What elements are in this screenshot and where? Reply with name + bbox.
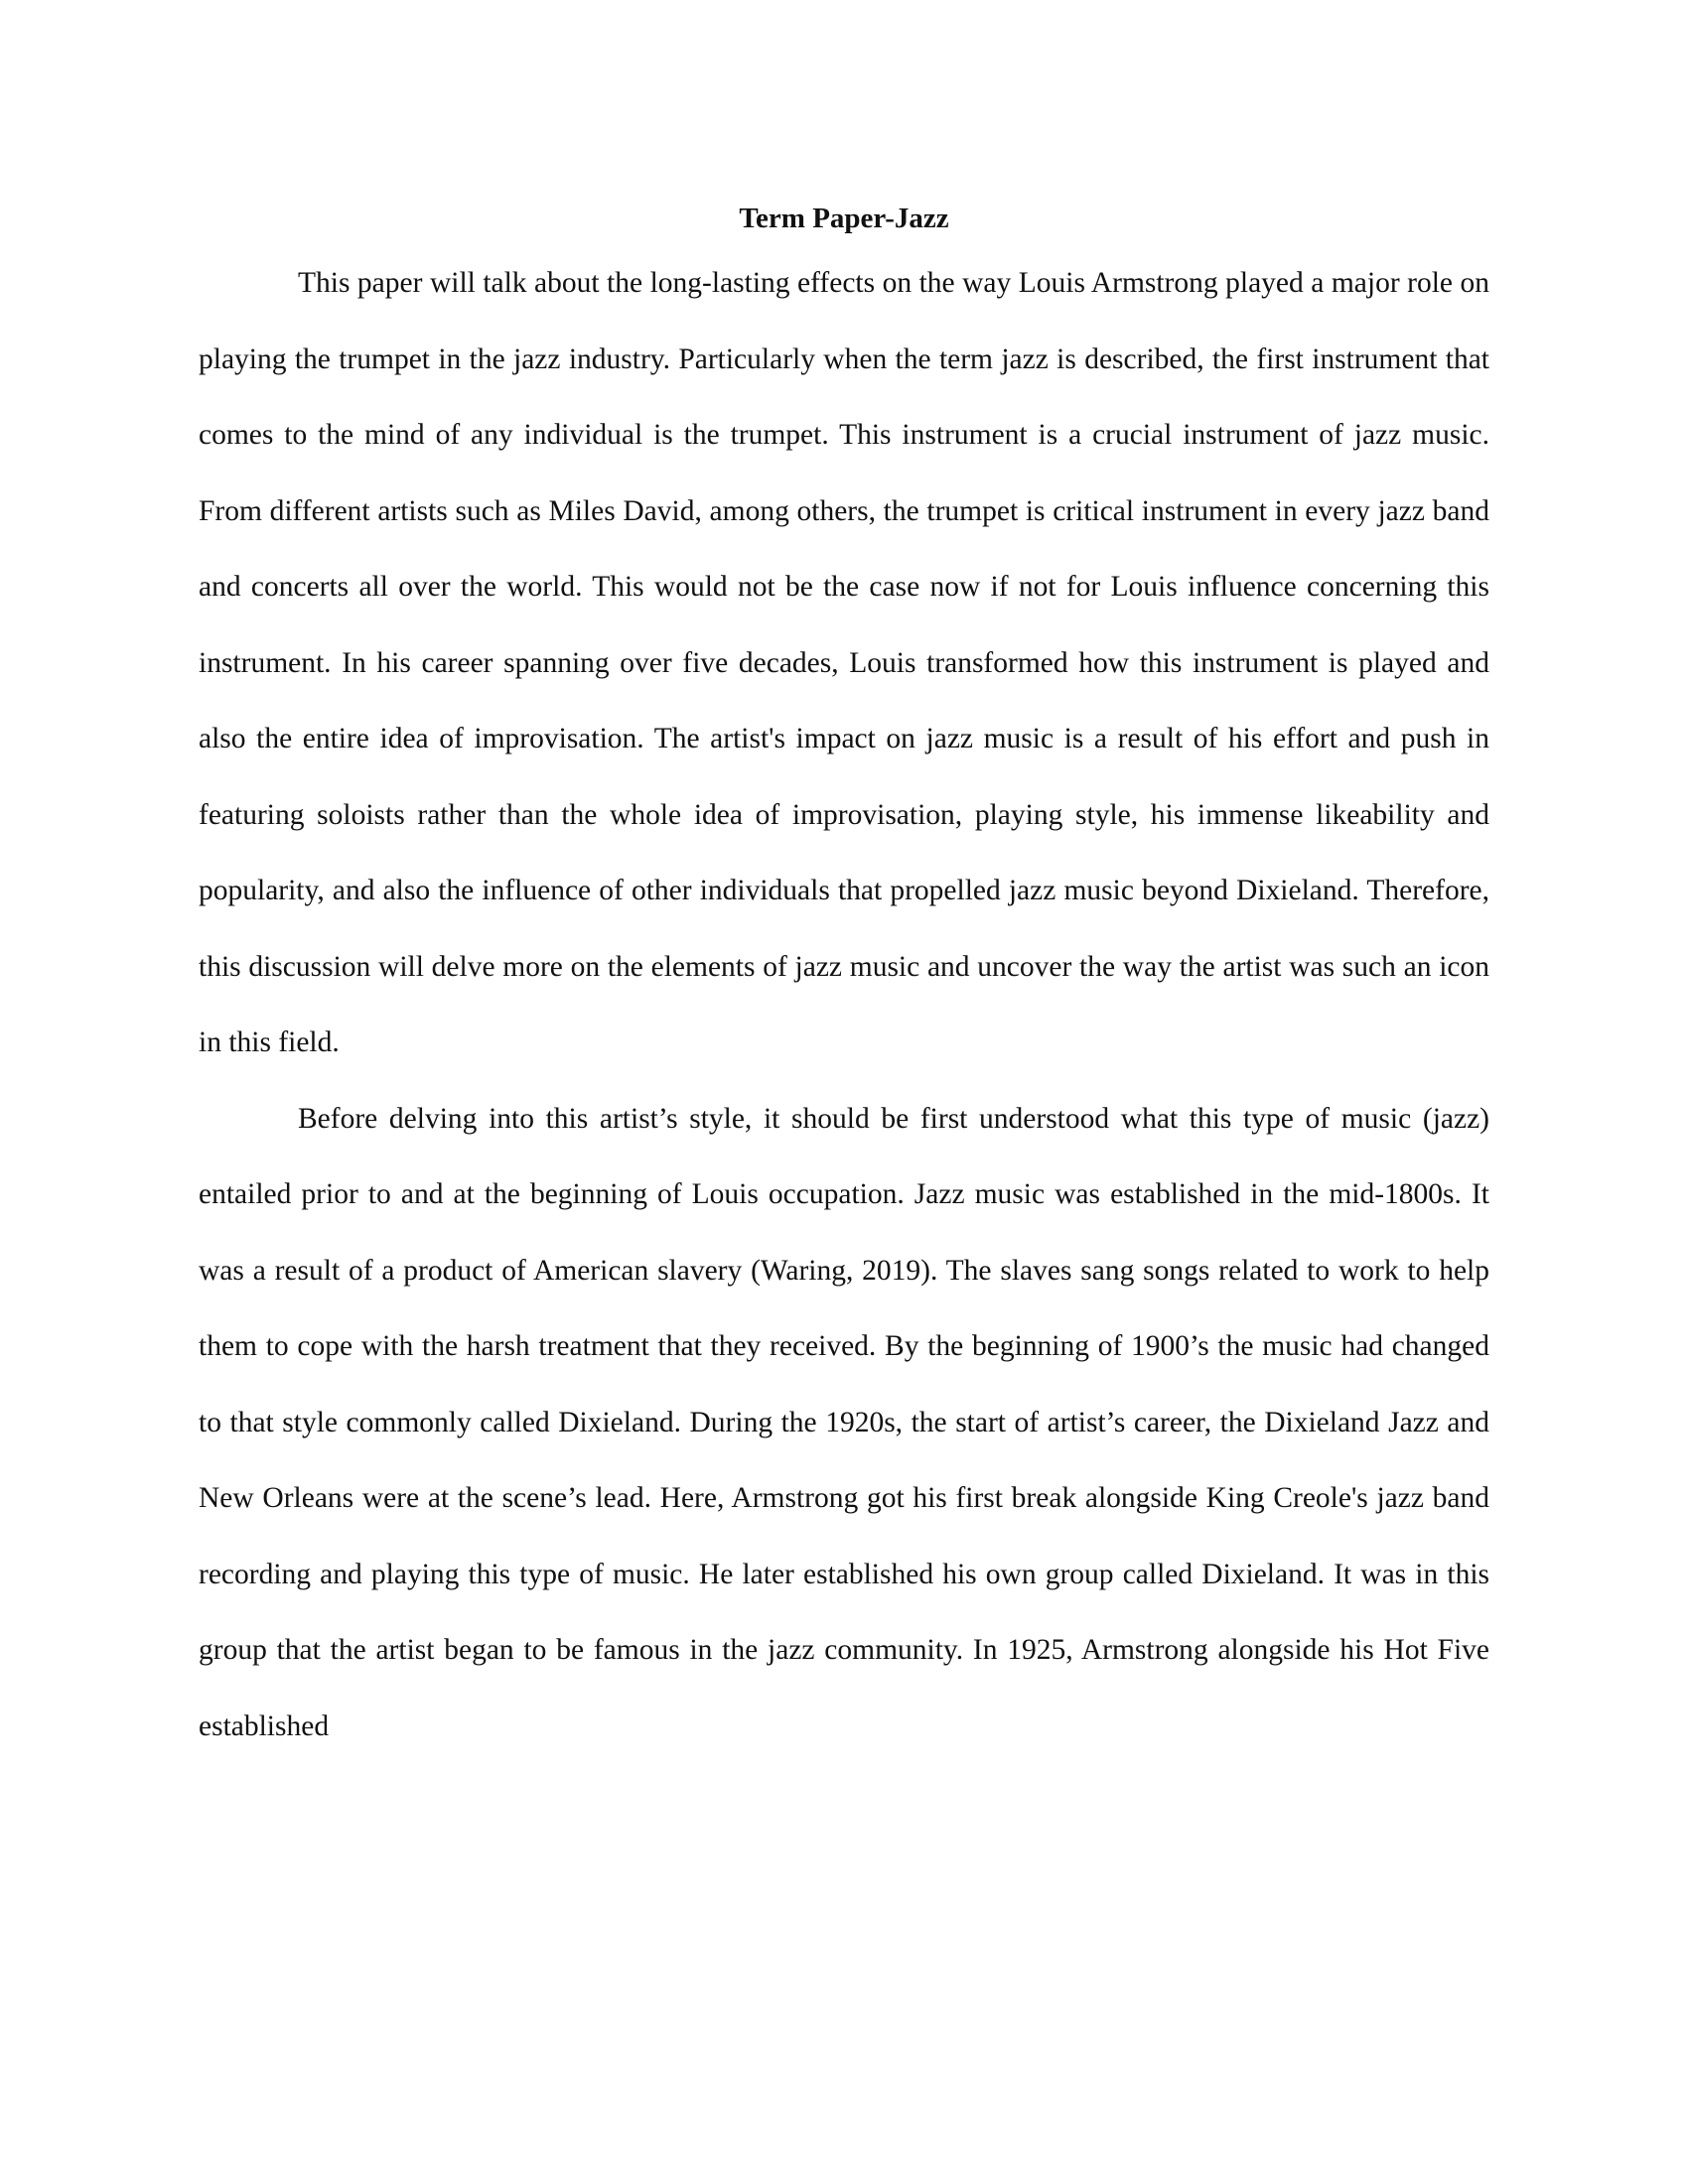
document-body [199,194,1489,1764]
paragraph-intro: This paper will talk about the long-lasting effects on the way Louis Armstrong played a major role on playing the trumpet in the jazz industry. Particularly when the term jazz is described, the first instrument that comes to the mind of any individual is the trumpet. This instrument is a crucial instrument of jazz music. From different artists such as Miles David, among others, the trumpet is critical instrument in every jazz band and concerts all over the world. This would not be the case now if not for Louis influence concerning this instrument. In his career spanning over five decades, Louis transformed how this instrument is played and also the entire idea of improvisation. The artist's impact on jazz music is a result of his effort and push in featuring soloists rather than the whole idea of improvisation, playing style, his immense likeability and popularity, and also the influence of other individuals that propelled jazz music beyond Dixieland. Therefore, this discussion will delve more on the elements of jazz music and uncover the way the artist was such an icon in this field. [199,267,1489,1058]
paragraph-history: Before delving into this artist’s style, it should be first understood what this type of music (jazz) entailed prior to and at the beginning of Louis occupation. Jazz music was established in the mid-1800s. It was a result of a product of American slavery (Waring, 2019). The slaves sang songs related to work to help them to cope with the harsh treatment that they received. By the beginning of 1900’s the music had changed to that style commonly called Dixieland. During the 1920s, the start of artist’s career, the Dixieland Jazz and New Orleans were at the scene’s lead. Here, Armstrong got his first break alongside King Creole's jazz band recording and playing this type of music. He later established his own group called Dixieland. It was in this group that the artist began to be famous in the jazz community. In 1925, Armstrong alongside his Hot Five established [199,1102,1489,1742]
document-title: Term Paper-Jazz [739,203,949,234]
